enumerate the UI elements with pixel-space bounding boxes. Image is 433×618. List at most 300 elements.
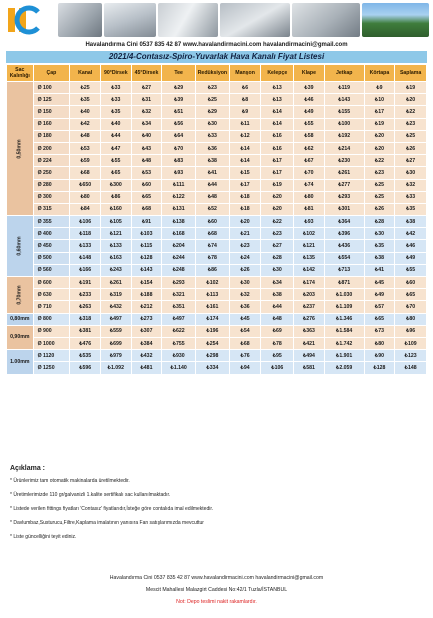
- col-header: Manşon: [229, 65, 261, 82]
- price-cell: ₺243: [101, 264, 132, 276]
- price-cell: ₺31: [131, 94, 162, 106]
- price-cell: ₺135: [294, 252, 325, 264]
- price-cell: ₺23: [196, 82, 230, 94]
- price-cell: ₺67: [294, 155, 325, 167]
- price-cell: ₺93: [162, 167, 196, 179]
- price-cell: ₺254: [196, 337, 230, 349]
- note-item: * Üretimlerimizde 110 gr/galvanizli 1.kalite sertifikalı sac kullanılmaktadır.: [10, 492, 425, 498]
- table-row: [7, 142, 427, 154]
- price-cell: ₺22: [364, 155, 395, 167]
- table-row: [7, 277, 427, 289]
- company-logo: [6, 4, 40, 36]
- price-cell: ₺42: [395, 228, 427, 240]
- notes-list: [10, 478, 425, 540]
- price-cell: ₺174: [294, 277, 325, 289]
- price-cell: ₺133: [101, 240, 132, 252]
- price-cell: ₺6: [229, 82, 261, 94]
- price-cell: ₺13: [261, 94, 294, 106]
- price-cell: ₺64: [162, 130, 196, 142]
- price-cell: ₺118: [70, 228, 101, 240]
- price-cell: ₺34: [131, 118, 162, 130]
- price-cell: ₺103: [131, 228, 162, 240]
- price-cell: ₺73: [364, 325, 395, 337]
- price-cell: ₺48: [261, 313, 294, 325]
- price-cell: ₺19: [395, 82, 427, 94]
- note-item: * Davlumbaz,Susturucu,Filtre,Kaplama imalatının yanısıra Fan satışlarımızda mevcuttur: [10, 520, 425, 526]
- price-cell: ₺233: [70, 289, 101, 301]
- price-cell: ₺436: [324, 240, 364, 252]
- price-cell: ₺293: [162, 277, 196, 289]
- price-cell: ₺35: [395, 203, 427, 215]
- footer: [0, 575, 433, 605]
- price-cell: ₺106: [70, 216, 101, 228]
- price-cell: ₺622: [162, 325, 196, 337]
- price-cell: ₺54: [229, 325, 261, 337]
- price-cell: ₺84: [70, 203, 101, 215]
- price-cell: ₺25: [364, 191, 395, 203]
- price-cell: ₺481: [131, 362, 162, 374]
- price-cell: ₺298: [196, 350, 230, 362]
- price-cell: ₺432: [131, 350, 162, 362]
- price-cell: ₺80: [70, 191, 101, 203]
- price-cell: ₺18: [229, 191, 261, 203]
- price-table: [6, 64, 427, 375]
- table-row: [7, 191, 427, 203]
- price-cell: ₺91: [131, 216, 162, 228]
- price-cell: ₺115: [131, 240, 162, 252]
- price-cell: ₺138: [162, 216, 196, 228]
- waterfall-photo: [362, 3, 429, 37]
- table-row: [7, 106, 427, 118]
- price-cell: ₺351: [162, 301, 196, 313]
- col-header: Redüksiyon: [196, 65, 230, 82]
- diameter-cell: Ø 150: [33, 106, 70, 118]
- price-cell: ₺74: [196, 240, 230, 252]
- price-cell: ₺14: [261, 106, 294, 118]
- price-cell: ₺128: [364, 362, 395, 374]
- table-row: [7, 350, 427, 362]
- footer-contact-line: Havalandırma Cini 0537 835 42 87 www.havalandirmacini.com havalandirmacini@gmail.com: [109, 575, 324, 581]
- price-cell: ₺53: [131, 167, 162, 179]
- diameter-cell: Ø 500: [33, 252, 70, 264]
- table-row: [7, 289, 427, 301]
- thickness-cell: [7, 325, 34, 349]
- price-cell: ₺384: [131, 337, 162, 349]
- price-cell: ₺25: [196, 94, 230, 106]
- price-cell: ₺39: [162, 94, 196, 106]
- price-cell: ₺60: [131, 179, 162, 191]
- price-cell: ₺421: [294, 337, 325, 349]
- price-cell: ₺155: [324, 106, 364, 118]
- price-cell: ₺161: [196, 301, 230, 313]
- footer-note: Not: Depo teslimi nakit rakamlardır.: [176, 599, 257, 605]
- price-cell: ₺17: [261, 167, 294, 179]
- price-cell: ₺44: [261, 301, 294, 313]
- price-cell: ₺163: [101, 252, 132, 264]
- diameter-cell: Ø 400: [33, 228, 70, 240]
- price-cell: ₺52: [196, 203, 230, 215]
- diameter-cell: Ø 125: [33, 94, 70, 106]
- price-cell: ₺307: [131, 325, 162, 337]
- price-cell: ₺25: [395, 130, 427, 142]
- diameter-cell: Ø 1000: [33, 337, 70, 349]
- price-cell: ₺96: [395, 325, 427, 337]
- price-cell: ₺49: [364, 289, 395, 301]
- price-cell: ₺18: [229, 203, 261, 215]
- diameter-cell: Ø 160: [33, 118, 70, 130]
- price-cell: ₺1.584: [324, 325, 364, 337]
- price-cell: ₺713: [324, 264, 364, 276]
- price-cell: ₺30: [196, 118, 230, 130]
- diameter-cell: Ø 355: [33, 216, 70, 228]
- price-cell: ₺13: [261, 82, 294, 94]
- price-cell: ₺168: [162, 228, 196, 240]
- price-cell: ₺14: [229, 155, 261, 167]
- price-cell: ₺68: [196, 228, 230, 240]
- price-cell: ₺214: [324, 142, 364, 154]
- notes-heading: Açıklama :: [10, 465, 46, 472]
- diameter-cell: Ø 300: [33, 191, 70, 203]
- price-cell: ₺1.109: [324, 301, 364, 313]
- price-cell: ₺38: [196, 155, 230, 167]
- price-cell: ₺20: [364, 142, 395, 154]
- diameter-cell: Ø 1120: [33, 350, 70, 362]
- price-cell: ₺102: [294, 228, 325, 240]
- price-cell: ₺106: [261, 362, 294, 374]
- price-cell: ₺70: [395, 301, 427, 313]
- price-cell: ₺143: [324, 94, 364, 106]
- price-cell: ₺40: [70, 106, 101, 118]
- price-cell: ₺381: [70, 325, 101, 337]
- price-cell: ₺69: [261, 325, 294, 337]
- price-cell: ₺80: [364, 337, 395, 349]
- product-photo-ducts: [58, 3, 102, 37]
- price-cell: ₺109: [395, 337, 427, 349]
- price-cell: ₺122: [162, 191, 196, 203]
- col-header: Sac Kalınlığı: [7, 65, 34, 82]
- price-cell: ₺8: [229, 94, 261, 106]
- price-cell: ₺46: [395, 240, 427, 252]
- price-cell: ₺123: [395, 350, 427, 362]
- col-header: Kelepçe: [261, 65, 294, 82]
- price-cell: ₺300: [101, 179, 132, 191]
- price-cell: ₺35: [364, 240, 395, 252]
- price-cell: ₺22: [395, 106, 427, 118]
- table-row: [7, 252, 427, 264]
- table-row: [7, 228, 427, 240]
- price-cell: ₺68: [229, 337, 261, 349]
- price-cell: ₺432: [101, 301, 132, 313]
- price-cell: ₺111: [162, 179, 196, 191]
- price-cell: ₺41: [364, 264, 395, 276]
- diameter-cell: Ø 800: [33, 313, 70, 325]
- price-cell: ₺20: [261, 203, 294, 215]
- price-cell: ₺261: [324, 167, 364, 179]
- price-cell: ₺94: [229, 362, 261, 374]
- price-cell: ₺755: [162, 337, 196, 349]
- price-cell: ₺35: [101, 106, 132, 118]
- price-cell: ₺20: [364, 130, 395, 142]
- price-cell: ₺1.030: [324, 289, 364, 301]
- price-cell: ₺38: [395, 216, 427, 228]
- price-cell: ₺41: [196, 167, 230, 179]
- header-contact-line: Havalandırma Cini 0537 835 42 87 www.havalandirmacini.com havalandirmacini@gmail.com: [85, 42, 348, 48]
- price-cell: ₺230: [324, 155, 364, 167]
- price-cell: ₺46: [294, 94, 325, 106]
- price-cell: ₺65: [101, 167, 132, 179]
- table-row: [7, 203, 427, 215]
- price-cell: ₺148: [395, 362, 427, 374]
- col-header: Körtapa: [364, 65, 395, 82]
- table-header-row: [7, 65, 427, 82]
- price-cell: ₺192: [324, 130, 364, 142]
- price-cell: ₺36: [229, 301, 261, 313]
- price-cell: ₺26: [364, 203, 395, 215]
- price-cell: ₺26: [395, 142, 427, 154]
- price-cell: ₺174: [196, 313, 230, 325]
- product-photo-hood: [292, 3, 360, 37]
- col-header: 45°Dirsek: [131, 65, 162, 82]
- thickness-label: 1.00mm: [10, 358, 30, 365]
- note-item: * Liste güncelliğini teyit ediniz.: [10, 534, 425, 540]
- price-cell: ₺80: [294, 191, 325, 203]
- price-cell: ₺95: [261, 350, 294, 362]
- price-cell: ₺44: [196, 179, 230, 191]
- col-header: Jetkap: [324, 65, 364, 82]
- thickness-cell: [7, 82, 34, 216]
- price-cell: ₺321: [162, 289, 196, 301]
- price-cell: ₺28: [364, 216, 395, 228]
- thickness-label: 0,60mm: [16, 236, 23, 256]
- price-cell: ₺35: [70, 94, 101, 106]
- diameter-cell: Ø 100: [33, 82, 70, 94]
- diameter-cell: Ø 630: [33, 289, 70, 301]
- price-cell: ₺17: [229, 179, 261, 191]
- price-cell: ₺60: [395, 277, 427, 289]
- price-cell: ₺48: [70, 130, 101, 142]
- thickness-cell: [7, 216, 34, 277]
- price-cell: ₺93: [294, 216, 325, 228]
- price-cell: ₺12: [229, 130, 261, 142]
- price-cell: ₺203: [294, 289, 325, 301]
- price-cell: ₺30: [261, 264, 294, 276]
- price-cell: ₺20: [229, 216, 261, 228]
- price-cell: ₺59: [70, 155, 101, 167]
- price-cell: ₺62: [294, 142, 325, 154]
- product-photo-fittings: [104, 3, 156, 37]
- price-cell: ₺29: [162, 82, 196, 94]
- price-cell: ₺188: [131, 289, 162, 301]
- price-cell: ₺10: [364, 94, 395, 106]
- price-cell: ₺196: [196, 325, 230, 337]
- price-cell: ₺90: [364, 350, 395, 362]
- product-photo-installation: [220, 3, 290, 37]
- price-cell: ₺494: [294, 350, 325, 362]
- price-cell: ₺476: [70, 337, 101, 349]
- price-cell: ₺33: [395, 191, 427, 203]
- table-row: [7, 240, 427, 252]
- thickness-label: 0,80mm: [10, 316, 30, 323]
- diameter-cell: Ø 900: [33, 325, 70, 337]
- price-cell: ₺148: [70, 252, 101, 264]
- price-cell: ₺1.742: [324, 337, 364, 349]
- price-cell: ₺27: [261, 240, 294, 252]
- price-cell: ₺19: [364, 118, 395, 130]
- price-cell: ₺27: [395, 155, 427, 167]
- price-cell: ₺25: [70, 82, 101, 94]
- price-cell: ₺396: [324, 228, 364, 240]
- price-cell: ₺32: [229, 289, 261, 301]
- price-cell: ₺497: [162, 313, 196, 325]
- price-cell: ₺121: [294, 240, 325, 252]
- price-cell: ₺23: [395, 118, 427, 130]
- price-cell: ₺55: [101, 155, 132, 167]
- price-cell: ₺277: [324, 179, 364, 191]
- price-cell: ₺20: [395, 94, 427, 106]
- note-item: * Listede verilen fittings fiyatları 'Contasız' fiyatlarıdır,İsteğe göre contalıda imal edilmektedir.: [10, 506, 425, 512]
- price-cell: ₺51: [162, 106, 196, 118]
- price-cell: ₺237: [294, 301, 325, 313]
- price-cell: ₺301: [324, 203, 364, 215]
- price-cell: ₺70: [294, 167, 325, 179]
- price-cell: ₺38: [261, 289, 294, 301]
- price-cell: ₺74: [294, 179, 325, 191]
- product-photo-spiral: [158, 3, 218, 37]
- price-cell: ₺21: [229, 228, 261, 240]
- price-cell: ₺1.901: [324, 350, 364, 362]
- price-cell: ₺535: [70, 350, 101, 362]
- diameter-cell: Ø 200: [33, 142, 70, 154]
- price-cell: ₺166: [70, 264, 101, 276]
- price-cell: ₺57: [364, 301, 395, 313]
- price-cell: ₺11: [229, 118, 261, 130]
- thickness-cell: [7, 313, 34, 325]
- diameter-cell: Ø 224: [33, 155, 70, 167]
- price-cell: ₺1.140: [162, 362, 196, 374]
- price-cell: ₺596: [70, 362, 101, 374]
- price-cell: ₺105: [101, 216, 132, 228]
- price-cell: ₺121: [101, 228, 132, 240]
- price-cell: ₺43: [131, 142, 162, 154]
- price-cell: ₺102: [196, 277, 230, 289]
- notes-section: [10, 465, 425, 548]
- diameter-cell: Ø 600: [33, 277, 70, 289]
- price-cell: ₺60: [196, 216, 230, 228]
- price-cell: ₺363: [294, 325, 325, 337]
- price-cell: ₺554: [324, 252, 364, 264]
- table-row: [7, 264, 427, 276]
- price-cell: ₺650: [70, 179, 101, 191]
- col-header: Çap: [33, 65, 70, 82]
- price-cell: ₺30: [395, 167, 427, 179]
- price-cell: ₺276: [294, 313, 325, 325]
- price-cell: ₺9: [364, 82, 395, 94]
- diameter-cell: Ø 560: [33, 264, 70, 276]
- price-cell: ₺70: [162, 142, 196, 154]
- price-cell: ₺55: [294, 118, 325, 130]
- diameter-cell: Ø 250: [33, 167, 70, 179]
- price-cell: ₺334: [196, 362, 230, 374]
- price-cell: ₺40: [101, 118, 132, 130]
- price-cell: ₺83: [162, 155, 196, 167]
- price-cell: ₺30: [229, 277, 261, 289]
- price-cell: ₺65: [364, 313, 395, 325]
- price-cell: ₺49: [395, 252, 427, 264]
- price-cell: ₺9: [229, 106, 261, 118]
- diameter-cell: Ø 180: [33, 130, 70, 142]
- price-cell: ₺191: [70, 277, 101, 289]
- diameter-cell: Ø 710: [33, 301, 70, 313]
- price-cell: ₺581: [294, 362, 325, 374]
- price-cell: ₺36: [196, 142, 230, 154]
- price-cell: ₺14: [261, 118, 294, 130]
- table-row: [7, 313, 427, 325]
- thickness-label: 0,90mm: [10, 334, 30, 341]
- price-cell: ₺32: [395, 179, 427, 191]
- price-cell: ₺248: [162, 264, 196, 276]
- table-row: [7, 94, 427, 106]
- price-cell: ₺48: [196, 191, 230, 203]
- price-cell: ₺65: [395, 289, 427, 301]
- price-cell: ₺261: [101, 277, 132, 289]
- table-row: [7, 155, 427, 167]
- price-cell: ₺33: [196, 130, 230, 142]
- price-cell: ₺16: [261, 142, 294, 154]
- price-cell: ₺263: [70, 301, 101, 313]
- price-cell: ₺128: [131, 252, 162, 264]
- col-header: Saplama: [395, 65, 427, 82]
- footer-address: Mescit Mahallesi Malazgirt Caddesi No:42/1 Tuzla/İSTANBUL: [145, 587, 288, 593]
- price-cell: ₺58: [294, 130, 325, 142]
- price-cell: ₺81: [294, 203, 325, 215]
- price-cell: ₺32: [131, 106, 162, 118]
- price-cell: ₺56: [162, 118, 196, 130]
- price-cell: ₺160: [101, 203, 132, 215]
- price-cell: ₺154: [131, 277, 162, 289]
- price-cell: ₺14: [229, 142, 261, 154]
- price-cell: ₺871: [324, 277, 364, 289]
- price-cell: ₺100: [324, 118, 364, 130]
- price-cell: ₺273: [131, 313, 162, 325]
- table-row: [7, 325, 427, 337]
- price-list-title: 2021/4-Contasız-Spiro-Yuvarlak Hava Kanalı Fiyat Listesi: [6, 51, 427, 63]
- price-cell: ₺39: [294, 82, 325, 94]
- price-cell: ₺25: [364, 179, 395, 191]
- price-cell: ₺55: [395, 264, 427, 276]
- price-cell: ₺318: [70, 313, 101, 325]
- table-row: [7, 216, 427, 228]
- price-cell: ₺559: [101, 325, 132, 337]
- price-cell: ₺47: [101, 142, 132, 154]
- note-item: * Ürünlerimiz tam otomatik makinalarda üretilmektedir.: [10, 478, 425, 484]
- col-header: 90°Dirsek: [101, 65, 132, 82]
- price-cell: ₺33: [101, 94, 132, 106]
- price-cell: ₺1.092: [101, 362, 132, 374]
- price-cell: ₺86: [101, 191, 132, 203]
- col-header: Tee: [162, 65, 196, 82]
- price-cell: ₺979: [101, 350, 132, 362]
- col-header: Klape: [294, 65, 325, 82]
- price-cell: ₺42: [70, 118, 101, 130]
- price-cell: ₺78: [261, 337, 294, 349]
- diameter-cell: Ø 280: [33, 179, 70, 191]
- price-cell: ₺23: [261, 228, 294, 240]
- price-cell: ₺65: [131, 191, 162, 203]
- price-cell: ₺17: [364, 106, 395, 118]
- diameter-cell: Ø 450: [33, 240, 70, 252]
- price-cell: ₺40: [131, 130, 162, 142]
- price-cell: ₺2.059: [324, 362, 364, 374]
